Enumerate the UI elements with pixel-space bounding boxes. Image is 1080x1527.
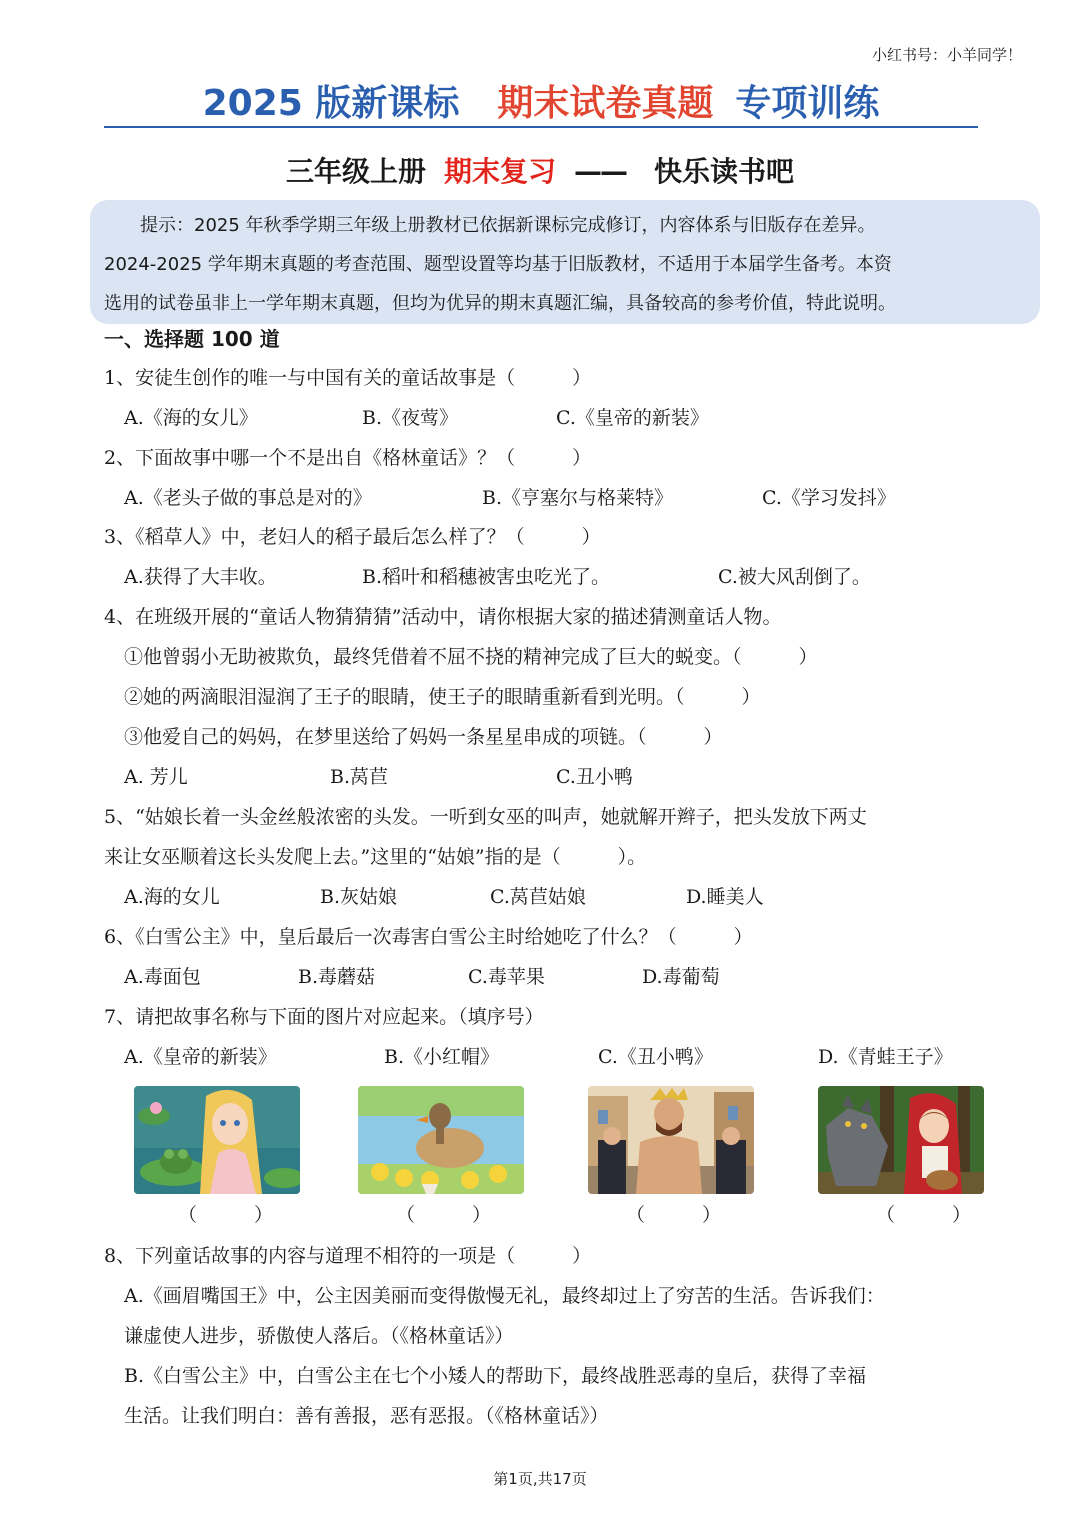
q6-option-c: C.毒苹果 — [468, 966, 545, 988]
banner-part-1: 2025 版新课标 — [202, 83, 460, 124]
q6-stem: 6、《白雪公主》中，皇后最后一次毒害白雪公主时给她吃了什么？（ ） — [104, 926, 753, 948]
q7-picture-emperor — [588, 1086, 754, 1194]
duck-illustration — [358, 1086, 524, 1194]
q7-option-b: B.《小红帽》 — [384, 1046, 500, 1068]
emperor-illustration — [588, 1086, 754, 1194]
q5-option-b: B.灰姑娘 — [320, 886, 398, 908]
q7-stem: 7、请把故事名称与下面的图片对应起来。（填序号） — [104, 1006, 544, 1028]
q2-option-b: B.《亨塞尔与格莱特》 — [482, 487, 674, 509]
banner-part-3: 专项训练 — [735, 83, 880, 124]
q8-option-a-line-1: A.《画眉嘴国王》中，公主因美丽而变得傲慢无礼，最终却过上了穷苦的生活。告诉我们： — [124, 1285, 885, 1307]
watermark: 小红书号：小羊同学！ — [871, 46, 1022, 64]
banner-rule — [104, 126, 978, 128]
subtitle — [0, 152, 1080, 192]
q7-picture-red-riding-hood — [818, 1086, 984, 1194]
q7-blank-2[interactable]: （ ） — [396, 1204, 492, 1226]
q7-option-a: A.《皇帝的新装》 — [124, 1046, 277, 1068]
q6-option-b: B.毒蘑菇 — [298, 966, 376, 988]
q5-stem-1: 5、“姑娘长着一头金丝般浓密的头发。一听到女巫的叫声，她就解开辫子，把头发放下两丈 — [104, 806, 867, 828]
q4-sub-1: ①他曾弱小无助被欺负，最终凭借着不屈不挠的精神完成了巨大的蜕变。（ ） — [124, 646, 818, 668]
q8-option-a-line-2: 谦虚使人进步，骄傲使人落后。（《格林童话》） — [124, 1325, 514, 1347]
q7-blank-1[interactable]: （ ） — [178, 1204, 274, 1226]
q1-option-b: B.《夜莺》 — [362, 407, 459, 429]
q5-option-a: A.海的女儿 — [124, 886, 220, 908]
subtitle-grade: 三年级上册 — [285, 155, 426, 188]
page-footer: 第1页,共17页 — [493, 1470, 587, 1488]
red-riding-hood-illustration — [818, 1086, 984, 1194]
q3-option-a: A.获得了大丰收。 — [124, 566, 277, 588]
q7-blank-3[interactable]: （ ） — [626, 1204, 722, 1226]
q5-stem-2: 来让女巫顺着这长头发爬上去。”这里的“姑娘”指的是（ ）。 — [104, 846, 647, 868]
q1-option-c: C.《皇帝的新装》 — [556, 407, 709, 429]
q2-option-c: C.《学习发抖》 — [762, 487, 896, 509]
notice-line-1: 提示：2025 年秋季学期三年级上册教材已依据新课标完成修订，内容体系与旧版存在差异。 — [140, 215, 876, 236]
q6-option-a: A.毒面包 — [124, 966, 201, 988]
q7-picture-princess-frog — [134, 1086, 300, 1194]
subtitle-dash: —— — [574, 155, 626, 188]
q5-option-c: C.莴苣姑娘 — [490, 886, 586, 908]
q7-picture-duck — [358, 1086, 524, 1194]
q1-option-a: A.《海的女儿》 — [124, 407, 258, 429]
q4-option-b: B.莴苣 — [330, 766, 389, 788]
q4-sub-2: ②她的两滴眼泪湿润了王子的眼睛，使王子的眼睛重新看到光明。（ ） — [124, 686, 761, 708]
banner-part-2: 期末试卷真题 — [497, 83, 714, 124]
q1-stem: 1、安徒生创作的唯一与中国有关的童话故事是（ ） — [104, 367, 592, 389]
q3-option-b: B.稻叶和稻穗被害虫吃光了。 — [362, 566, 611, 588]
q4-stem: 4、在班级开展的“童话人物猜猜猜”活动中，请你根据大家的描述猜测童话人物。 — [104, 606, 782, 628]
q3-option-c: C.被大风刮倒了。 — [718, 566, 871, 588]
notice-line-3: 选用的试卷虽非上一学年期末真题，但均为优异的期末真题汇编，具备较高的参考价值，特此说明。 — [104, 293, 896, 314]
q8-stem: 8、下列童话故事的内容与道理不相符的一项是（ ） — [104, 1245, 592, 1267]
q4-sub-3: ③他爱自己的妈妈，在梦里送给了妈妈一条星星串成的项链。（ ） — [124, 726, 723, 748]
q7-option-c: C.《丑小鸭》 — [598, 1046, 713, 1068]
banner-title — [104, 80, 978, 128]
q3-stem: 3、《稻草人》中，老妇人的稻子最后怎么样了？（ ） — [104, 526, 601, 548]
princess-frog-illustration — [134, 1086, 300, 1194]
notice-line-2: 2024-2025 学年期末真题的考查范围、题型设置等均基于旧版教材，不适用于本届学生备考。本资 — [104, 254, 892, 275]
q7-option-d: D.《青蛙王子》 — [818, 1046, 953, 1068]
section-title: 一、选择题 100 道 — [104, 327, 280, 351]
subtitle-review: 期末复习 — [443, 155, 556, 188]
q6-option-d: D.毒葡萄 — [642, 966, 720, 988]
q8-option-b-line-2: 生活。让我们明白：善有善报，恶有恶报。（《格林童话》） — [124, 1405, 609, 1427]
notice-box — [90, 200, 1040, 324]
q2-option-a: A.《老头子做的事总是对的》 — [124, 487, 372, 509]
q4-option-c: C.丑小鸭 — [556, 766, 633, 788]
q5-option-d: D.睡美人 — [686, 886, 764, 908]
q8-option-b-line-1: B.《白雪公主》中，白雪公主在七个小矮人的帮助下，最终战胜恶毒的皇后，获得了幸福 — [124, 1365, 867, 1387]
q4-option-a: A. 芳儿 — [124, 766, 188, 788]
q2-stem: 2、下面故事中哪一个不是出自《格林童话》？（ ） — [104, 447, 592, 469]
subtitle-topic: 快乐读书吧 — [654, 155, 795, 188]
q7-blank-4[interactable]: （ ） — [876, 1204, 972, 1226]
